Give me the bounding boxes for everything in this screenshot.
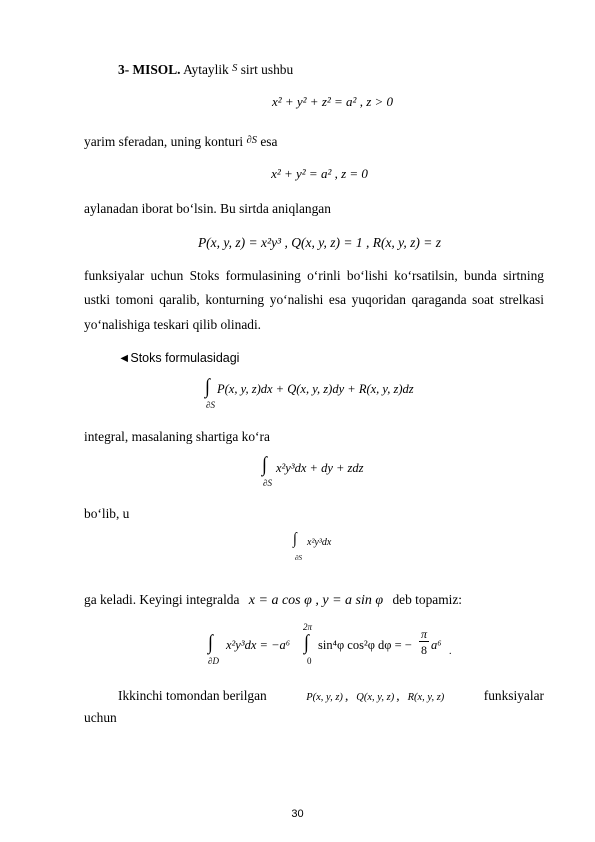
integral-body: x²y³dx xyxy=(307,537,332,548)
second-side-tail: funksiyalar xyxy=(483,688,544,703)
surface-symbol: S xyxy=(232,63,238,74)
integral-sign-icon: ∫ xyxy=(208,630,213,654)
integral-lower-limit: ∂S xyxy=(206,400,215,410)
function-q: Q(x, y, z) xyxy=(356,692,395,703)
example-heading: 3- MISOL. xyxy=(118,62,181,77)
separator-1: , xyxy=(344,688,349,703)
boundary-symbol: ∂S xyxy=(246,135,257,146)
paragraph-line-2: ustki tomoni qaralib, konturning yo‘nalishi esa yuqoridan qaraganda soat strelkasi xyxy=(84,292,544,307)
separator-2: , xyxy=(396,688,400,703)
substitution-tail: deb topamiz: xyxy=(392,592,463,607)
substitution-text: ga keladi. Keyingi integralda xyxy=(84,592,240,607)
uchun-line: uchun xyxy=(84,710,117,725)
stokes-text: Stoks formulasidagi xyxy=(130,351,240,365)
paragraph-line-1: funksiyalar uchun Stoks formulasining o‘rinli bo‘lishi ko‘rsatilsin, bunda sirtning xyxy=(84,268,544,283)
equation-small-integral xyxy=(293,532,363,568)
defined-line: aylanadan iborat bo‘lsin. Bu sirtda aniqlangan xyxy=(84,201,331,216)
fraction-numerator: π xyxy=(420,627,427,641)
integral-body: x²y³dx + dy + zdz xyxy=(276,461,364,475)
contour-line xyxy=(84,129,544,154)
substitution-formula: x = a cos φ , y = a sin φ xyxy=(248,593,384,608)
substitution-line xyxy=(84,588,544,613)
second-side-text: Ikkinchi tomondan berilgan xyxy=(118,688,267,703)
function-r: R(x, y, z) xyxy=(407,692,445,703)
function-p: P(x, y, z) xyxy=(306,692,343,703)
stokes-line xyxy=(118,346,578,370)
triangle-marker-icon: ◄ xyxy=(118,351,131,365)
result-dot: . xyxy=(449,646,452,657)
integral-sign-icon: ∫ xyxy=(293,530,297,549)
equation-reduced-integral xyxy=(262,452,402,492)
integral-lower-limit: ∂S xyxy=(295,554,302,562)
result-end: a⁶ xyxy=(431,638,442,652)
equation-result xyxy=(208,622,468,672)
integral-lower-limit: ∂S xyxy=(263,478,272,488)
integral-sign-icon: ∫ xyxy=(262,452,267,476)
equation-functions: P(x, y, z) = x²y³ , Q(x, y, z) = 1 , R(x, y, z) = z xyxy=(197,235,442,250)
result-rhs: sin⁴φ cos²φ dφ = − xyxy=(318,638,412,652)
equation-stokes-integral xyxy=(205,374,485,414)
equation-circle: x² + y² = a² , z = 0 xyxy=(271,166,368,181)
intro-tail: sirt ushbu xyxy=(240,62,294,77)
integral-sign-icon: ∫ xyxy=(304,630,309,654)
integral-lower-limit: 0 xyxy=(307,656,312,666)
intro-text: Aytaylik xyxy=(183,62,229,77)
paragraph-line-3: yo‘nalishiga teskari qilib olinadi. xyxy=(84,317,262,332)
result-lhs: x²y³dx = −a⁶ xyxy=(226,638,291,652)
example-heading-line xyxy=(118,57,538,82)
integral-upper-limit: 2π xyxy=(303,622,313,632)
integral-body: P(x, y, z)dx + Q(x, y, z)dy + R(x, y, z)dz xyxy=(217,382,414,396)
integral-lower-limit: ∂D xyxy=(208,656,219,666)
integral-sign-icon: ∫ xyxy=(205,374,210,398)
integral-condition-line: integral, masalaning shartiga ko‘ra xyxy=(84,429,270,444)
bolib-line: bo‘lib, u xyxy=(84,506,130,521)
equation-sphere: x² + y² + z² = a² , z > 0 xyxy=(271,94,394,109)
contour-text: yarim sferadan, uning konturi xyxy=(84,134,244,149)
contour-tail: esa xyxy=(260,134,278,149)
fraction-denominator: 8 xyxy=(421,643,427,657)
page-number: 30 xyxy=(291,808,304,820)
